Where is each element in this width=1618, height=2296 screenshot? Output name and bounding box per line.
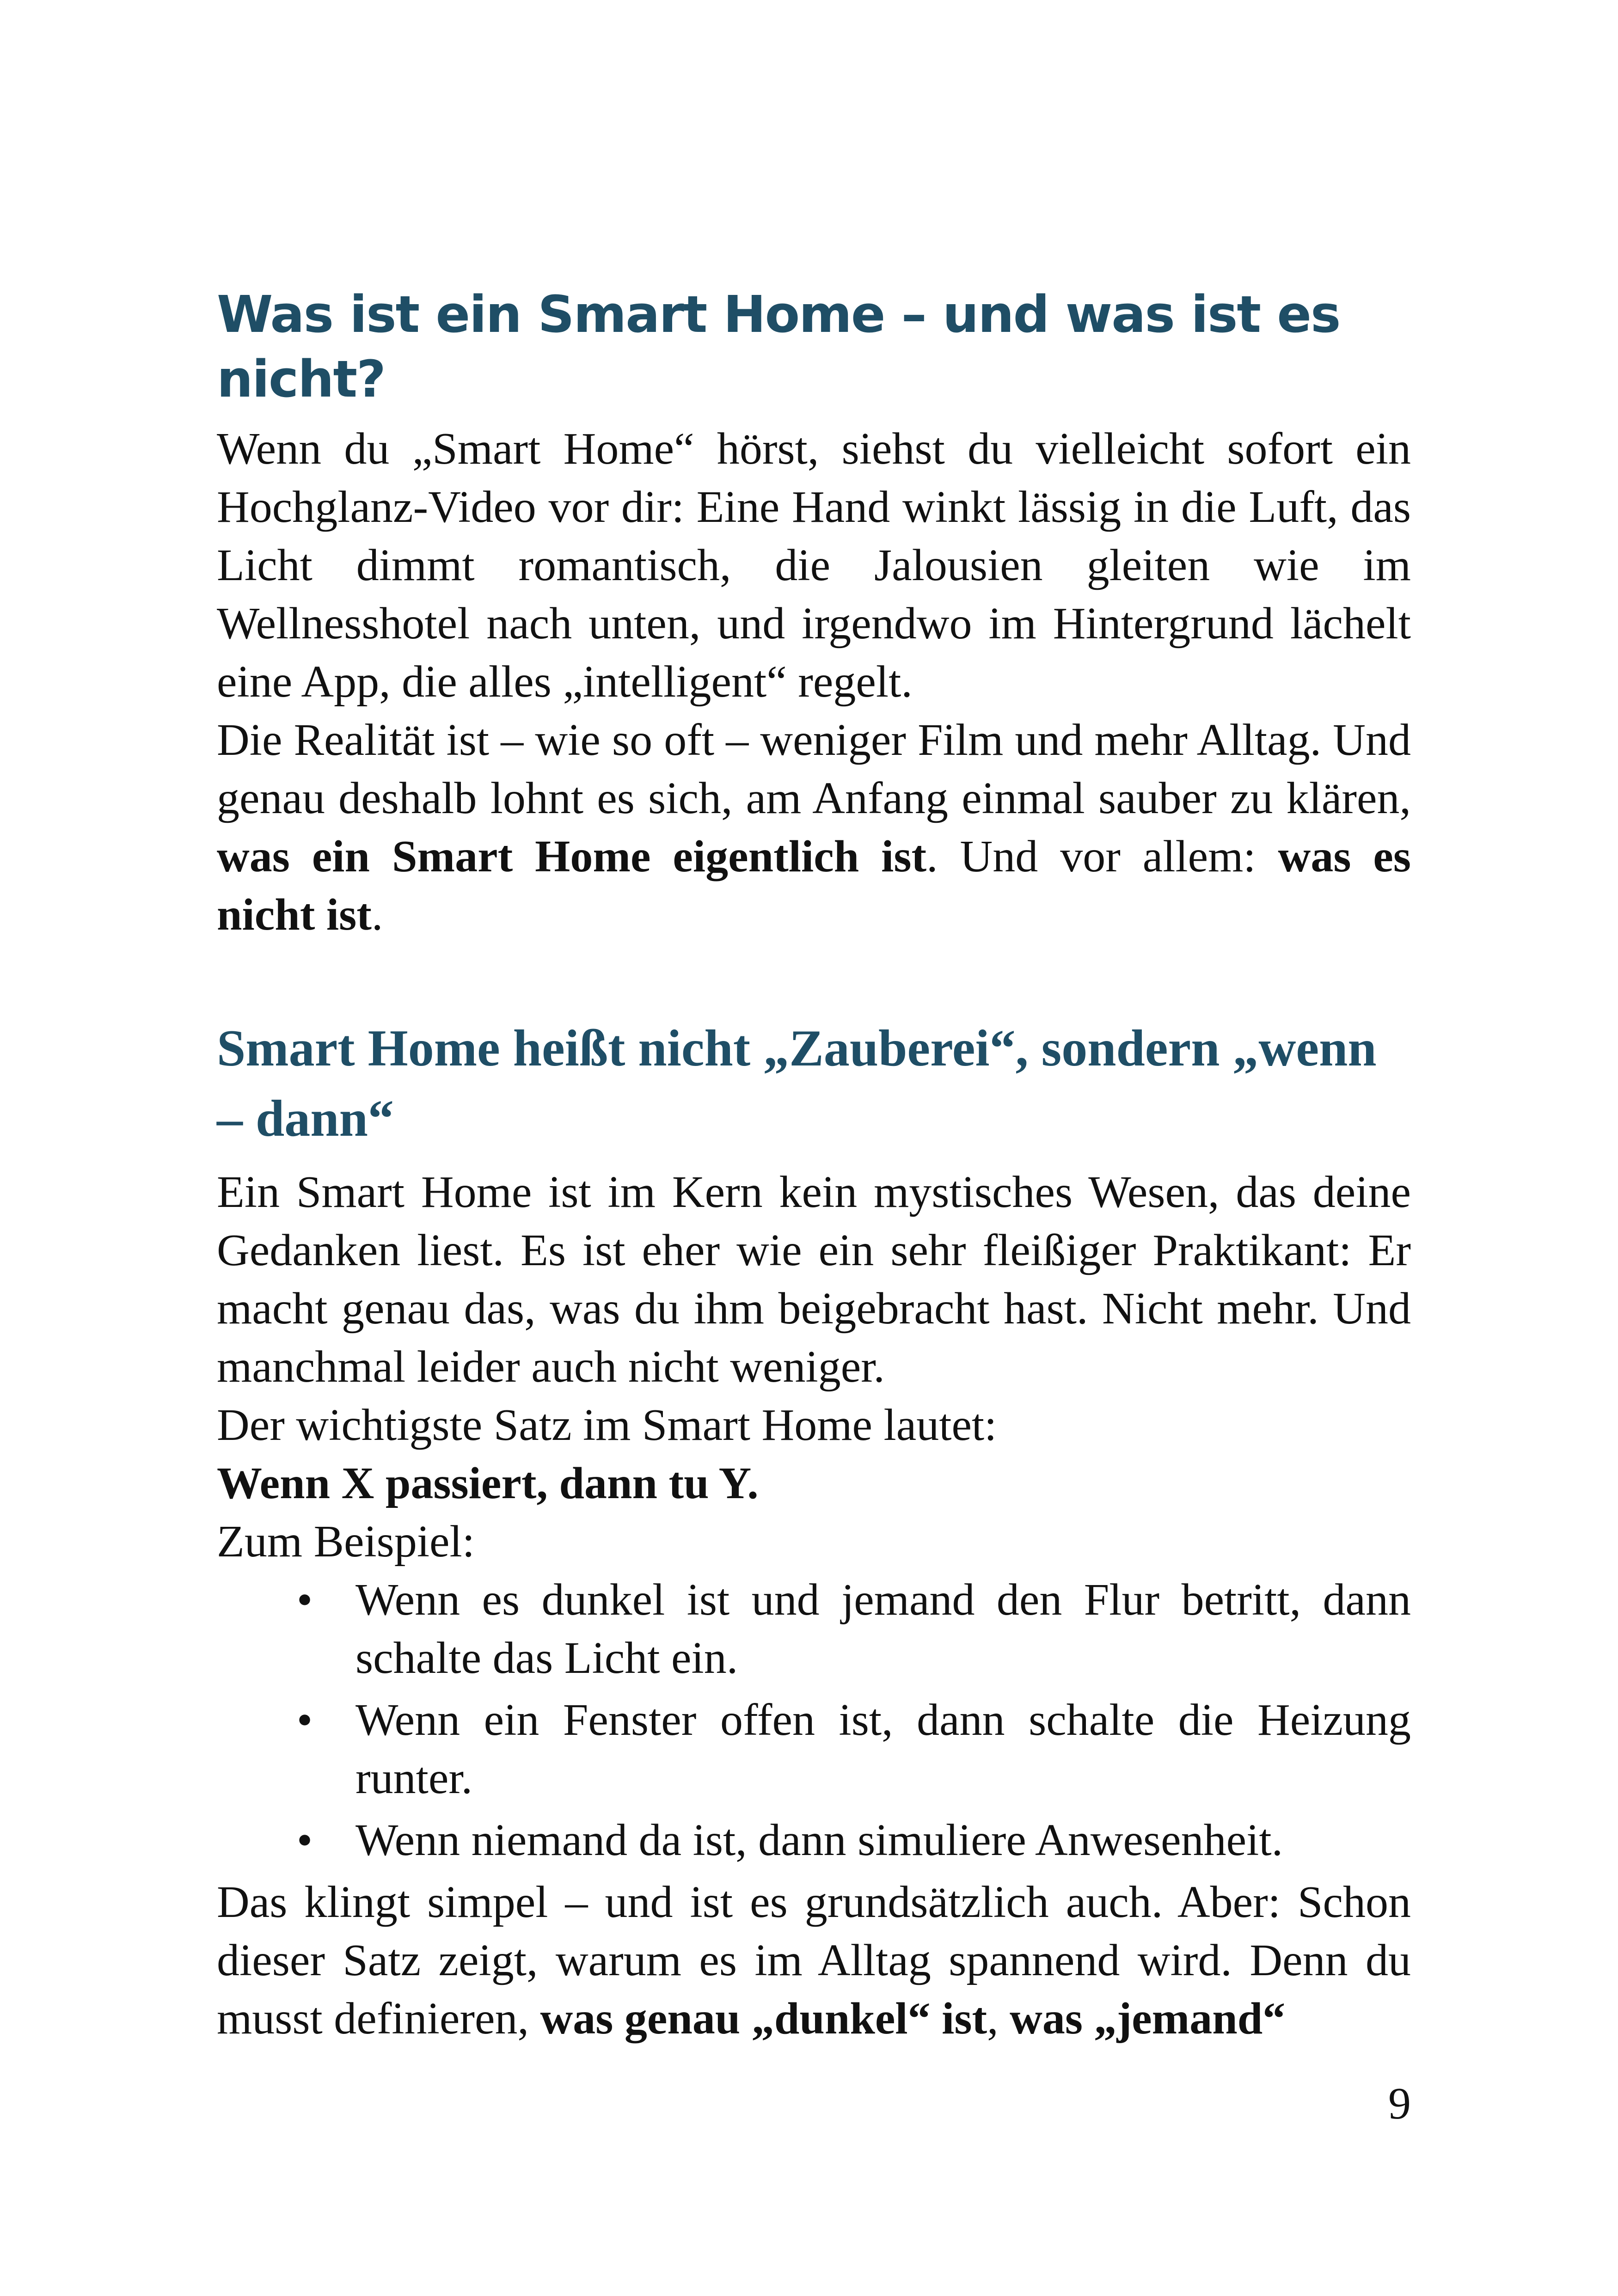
bullet-icon: • (296, 1695, 313, 1745)
list-item (217, 1811, 1411, 1869)
section-heading: Was ist ein Smart Home – und was ist es nicht? (217, 285, 1340, 409)
spacer (217, 944, 1411, 1013)
intro-paragraph: Wenn du „Smart Home“ hörst, siehst du vielleicht sofort ein Hochglanz-Video vor dir: Eine Hand winkt lässig in die Luft, das Licht dimmt romantisch, die Jalousien gleiten wie im Wellnesshotel nach unten, und irgendwo im Hintergrund lächelt eine App, die alles „intelligent“ regelt. (217, 424, 1411, 707)
subsection-heading: Smart Home heißt nicht „Zauberei“, sondern „wenn – dann“ (217, 1020, 1377, 1147)
reality-end: . (371, 890, 383, 940)
closing-text: Das klingt simpel – und ist es grundsätzlich auch. Aber: Schon dieser Satz zeigt, warum es im Alltag spannend wird. Denn du musst definieren, (217, 1877, 1411, 2044)
closing-bold-2: was „jemand“ (1010, 1994, 1286, 2044)
reality-bold-1: was ein Smart Home eigentlich ist (217, 832, 927, 882)
core-paragraph: Ein Smart Home ist im Kern kein mystisches Wesen, das deine Gedanken liest. Es ist eher wie ein sehr fleißiger Praktikant: Er macht genau das, was du ihm beigebracht hast. Nicht mehr. Und manchmal leider auch nicht weniger. (217, 1167, 1411, 1392)
page-content (217, 282, 1411, 2048)
list-item-text: Wenn ein Fenster offen ist, dann schalte die Heizung runter. (355, 1695, 1411, 1803)
list-item-text: Wenn niemand da ist, dann simuliere Anwesenheit. (355, 1815, 1283, 1865)
bullet-icon: • (296, 1815, 313, 1865)
list-item (217, 1691, 1411, 1807)
example-list (217, 1571, 1411, 1869)
bullet-icon: • (296, 1575, 313, 1625)
reality-paragraph (217, 711, 1411, 944)
closing-paragraph (217, 1873, 1411, 2048)
closing-mid: , (987, 1994, 1010, 2044)
reality-mid: . Und vor allem: (926, 832, 1278, 882)
rule-sentence: Wenn X passiert, dann tu Y. (217, 1458, 759, 1508)
closing-bold-1: was genau „dunkel“ ist (540, 1994, 987, 2044)
list-item-text: Wenn es dunkel ist und jemand den Flur betritt, dann schalte das Licht ein. (355, 1575, 1411, 1683)
key-sentence-intro: Der wichtigste Satz im Smart Home lautet: (217, 1400, 997, 1450)
reality-bold-2: was es nicht ist (217, 832, 1411, 940)
reality-text: Die Realität ist – wie so oft – weniger Film und mehr Alltag. Und genau deshalb lohnt es sich, am Anfang einmal sauber zu klären, (217, 715, 1411, 823)
example-label: Zum Beispiel: (217, 1517, 475, 1567)
page-number: 9 (1388, 2079, 1411, 2129)
list-item (217, 1571, 1411, 1687)
